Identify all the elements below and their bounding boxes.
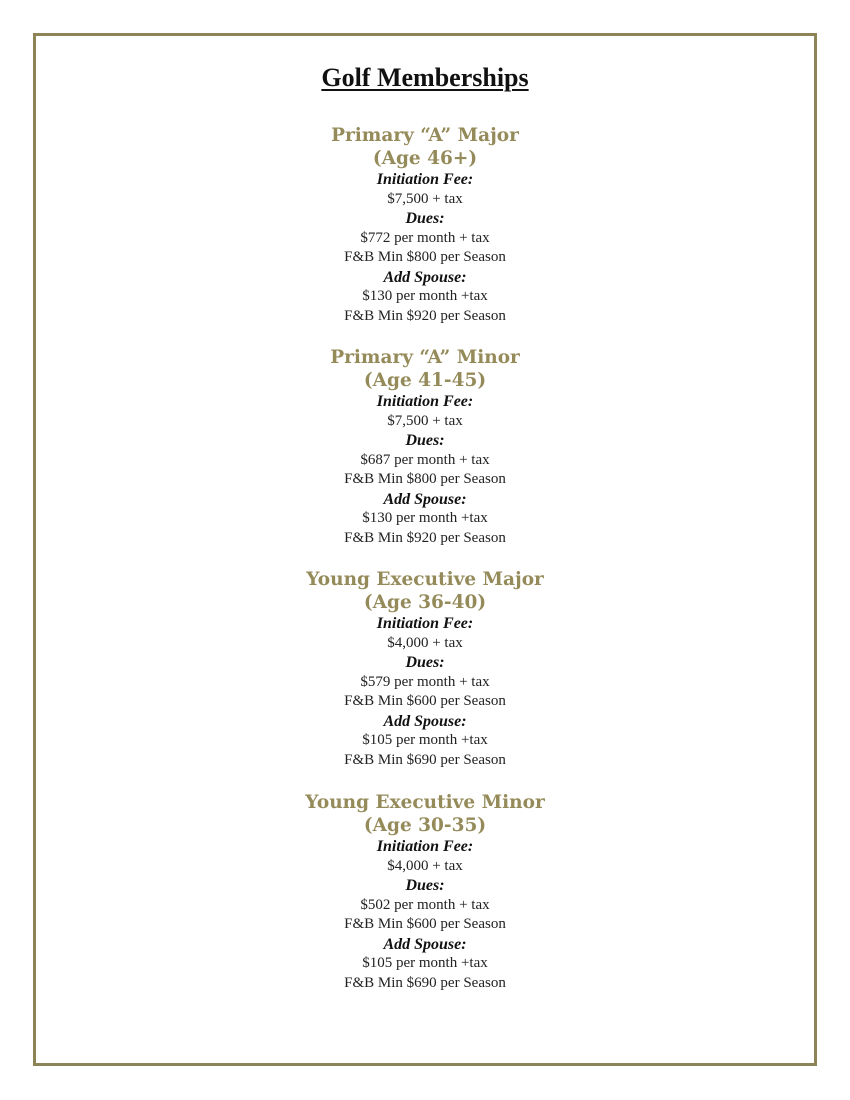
- dues-value: $687 per month + tax: [360, 451, 490, 468]
- spouse-label: Add Spouse:: [383, 268, 467, 286]
- initiation-value: $7,500 + tax: [387, 190, 463, 207]
- spouse-label: Add Spouse:: [383, 490, 467, 508]
- dues-value: $502 per month + tax: [360, 896, 490, 913]
- spouse-min: F&B Min $920 per Season: [344, 529, 506, 546]
- initiation-label: Initiation Fee:: [376, 615, 474, 632]
- membership-tier: [0, 125, 850, 326]
- dues-min: F&B Min $800 per Season: [344, 249, 506, 265]
- tier-name: Primary “A” Major: [331, 125, 519, 146]
- membership-tier: [0, 792, 850, 993]
- page-title: Golf Memberships: [321, 63, 529, 92]
- tier-age: (Age 36-40): [363, 591, 487, 613]
- initiation-label: Initiation Fee:: [376, 838, 474, 855]
- initiation-value: $4,000 + tax: [387, 857, 463, 874]
- dues-min: F&B Min $800 per Season: [344, 471, 506, 487]
- spouse-label: Add Spouse:: [383, 712, 467, 730]
- membership-tier: [0, 569, 850, 770]
- initiation-label: Initiation Fee:: [376, 171, 474, 188]
- tier-name: Young Executive Minor: [305, 792, 545, 813]
- dues-label: Dues:: [405, 654, 445, 671]
- dues-value: $579 per month + tax: [360, 673, 490, 690]
- dues-min: F&B Min $600 per Season: [344, 693, 506, 709]
- dues-label: Dues:: [405, 432, 445, 449]
- spouse-min: F&B Min $690 per Season: [344, 751, 506, 768]
- spouse-value: $105 per month +tax: [362, 732, 488, 748]
- dues-label: Dues:: [405, 877, 445, 894]
- spouse-value: $130 per month +tax: [362, 288, 488, 304]
- initiation-value: $4,000 + tax: [387, 634, 463, 651]
- dues-label: Dues:: [405, 210, 445, 227]
- dues-value: $772 per month + tax: [360, 229, 490, 246]
- membership-tier: [0, 347, 850, 548]
- initiation-value: $7,500 + tax: [387, 412, 463, 429]
- tier-age: (Age 46+): [372, 147, 478, 169]
- spouse-value: $105 per month +tax: [362, 955, 488, 971]
- tier-name: Primary “A” Minor: [330, 347, 520, 368]
- tier-age: (Age 41-45): [363, 369, 487, 391]
- spouse-label: Add Spouse:: [383, 935, 467, 953]
- initiation-label: Initiation Fee:: [376, 393, 474, 410]
- tier-name: Young Executive Major: [306, 569, 544, 590]
- spouse-min: F&B Min $920 per Season: [344, 307, 506, 324]
- tier-age: (Age 30-35): [363, 814, 487, 836]
- dues-min: F&B Min $600 per Season: [344, 916, 506, 932]
- spouse-value: $130 per month +tax: [362, 510, 488, 526]
- spouse-min: F&B Min $690 per Season: [344, 974, 506, 991]
